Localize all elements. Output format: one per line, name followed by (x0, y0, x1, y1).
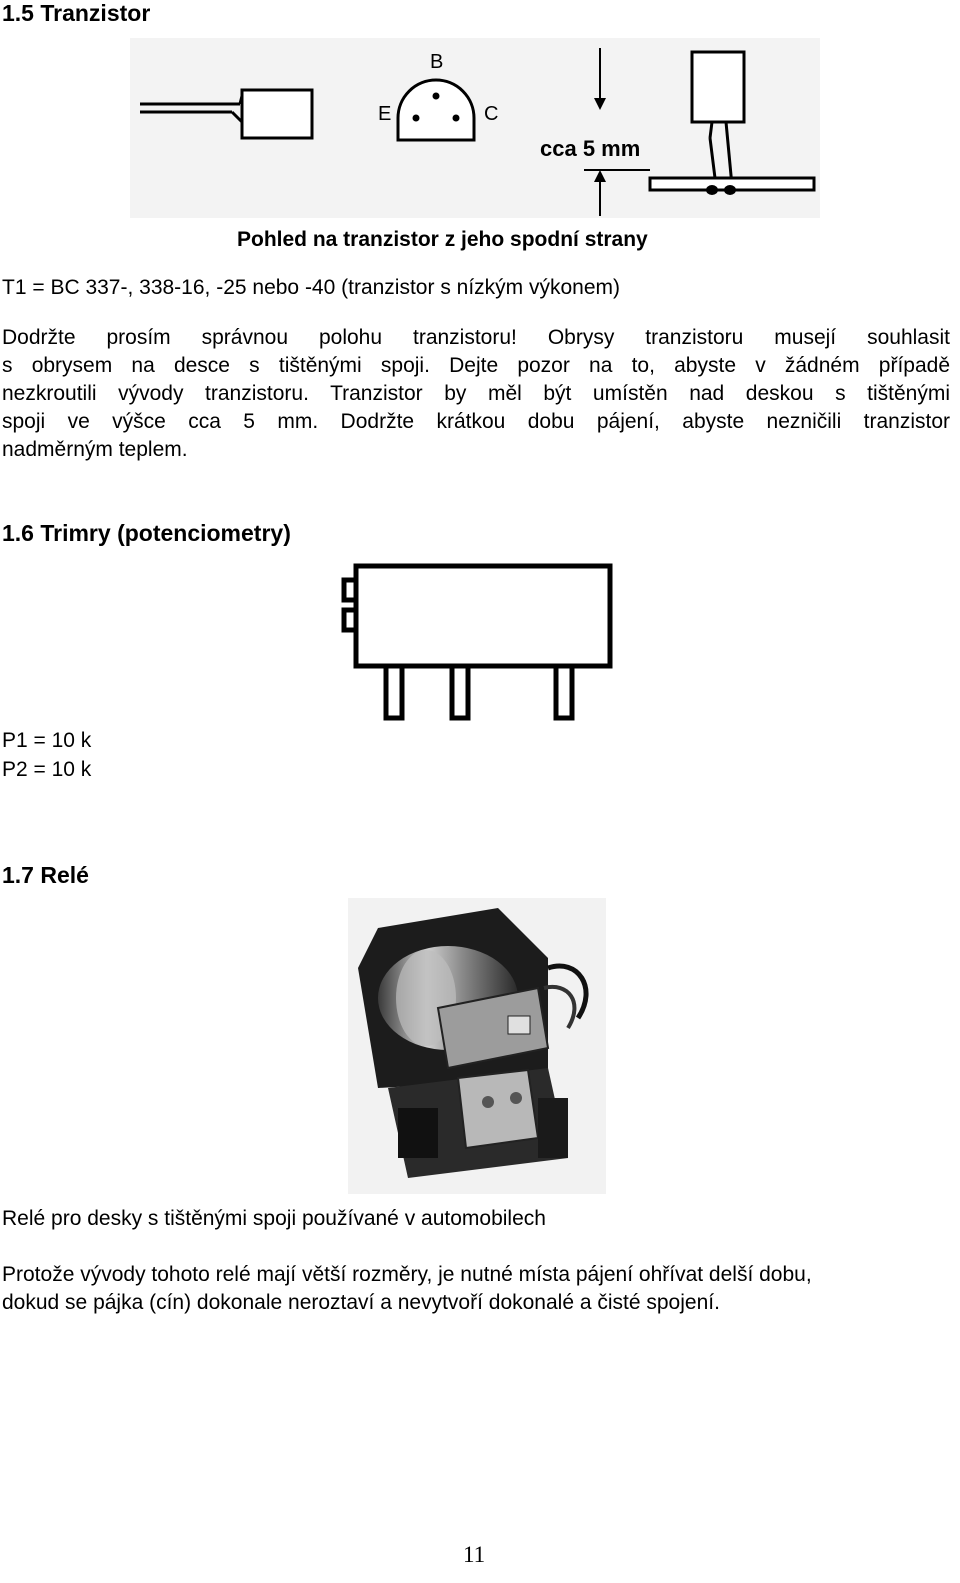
section-heading-trimmers: 1.6 Trimry (potenciometry) (2, 520, 291, 546)
trimmer-value-p1: P1 = 10 k (2, 729, 92, 752)
trimmer-values (2, 726, 91, 784)
transistor-caption: Pohled na tranzistor z jeho spodní strany (237, 228, 648, 251)
instruction-line: spoji ve výšce cca 5 mm. Dodržte krátkou dobu pájení, abyste nezničili tranzistor (2, 410, 950, 433)
transistor-instructions (2, 324, 950, 464)
trimmer-value-p2: P2 = 10 k (2, 758, 92, 781)
pin-label-b: B (430, 51, 444, 73)
pin-label-c: C (484, 103, 499, 125)
relay-text-line: dokud se pájka (cín) dokonale neroztaví a nevytvoří dokonalé a čisté spojení. (2, 1291, 720, 1314)
transistor-diagram (130, 38, 820, 218)
relay-text (2, 1261, 950, 1317)
relay-photo (348, 898, 606, 1194)
section-heading-transistor: 1.5 Tranzistor (2, 0, 151, 26)
relay-caption: Relé pro desky s tištěnými spoji používané v automobilech (2, 1207, 546, 1230)
instruction-line: Dodržte prosím správnou polohu tranzistoru! Obrysy tranzistoru musejí souhlasit (2, 326, 950, 349)
page-number: 11 (463, 1542, 486, 1567)
instruction-line: s obrysem na desce s tištěnými spoji. Dejte pozor na to, abyste v žádném případě (2, 354, 950, 377)
instruction-line: nadměrným teplem. (2, 438, 188, 461)
pin-label-e: E (378, 103, 392, 125)
dimension-label: cca 5 mm (540, 136, 641, 161)
trimmer-diagram (334, 556, 616, 726)
transistor-part-line: T1 = BC 337-, 338-16, -25 nebo -40 (tranzistor s nízkým výkonem) (2, 276, 621, 299)
section-heading-relay: 1.7 Relé (2, 862, 89, 888)
relay-text-line: Protože vývody tohoto relé mají větší rozměry, je nutné místa pájení ohřívat delší dobu, (2, 1263, 812, 1286)
instruction-line: nezkroutili vývody tranzistoru. Tranzistor by měl být umístěn nad deskou s tištěnými (2, 382, 950, 405)
